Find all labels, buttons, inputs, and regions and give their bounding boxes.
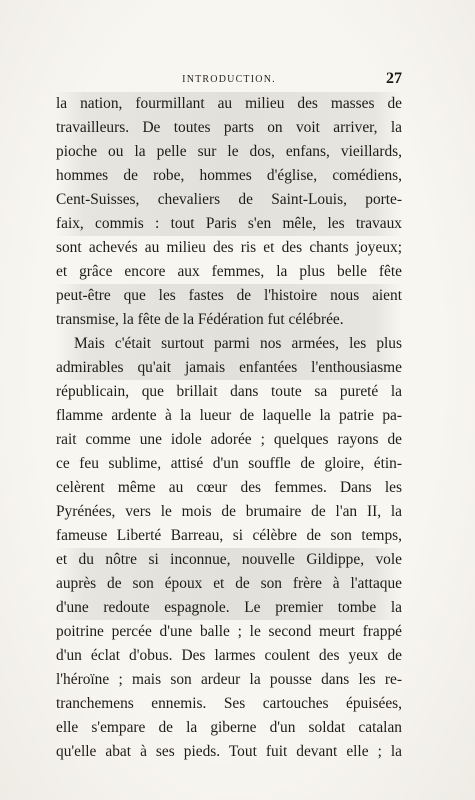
text-line: ce feu sublime, attisé d'un souffle de gloire, étin-	[56, 455, 402, 472]
text-line: d'une redoute espagnole. Le premier tombe la	[56, 596, 402, 620]
text-line: tranchemens ennemis. Ses cartouches épuisées,	[56, 695, 402, 712]
text-line: travailleurs. De toutes parts on voit arriver, la	[56, 116, 402, 140]
text-line: Pyrénées, vers le mois de brumaire de l'an II, la	[56, 503, 402, 520]
text-line: admirables qu'ait jamais enfantées l'enthousiasme	[56, 356, 402, 380]
text-line: fameuse Liberté Barreau, si célèbre de son temps,	[56, 527, 402, 544]
text-line: peut-être que les fastes de l'histoire nous aient	[56, 284, 402, 308]
text-line: rait comme une idole adorée ; quelques rayons de	[56, 431, 402, 448]
running-head	[56, 70, 402, 88]
text-line: et du nôtre si inconnue, nouvelle Gildippe, vole	[56, 548, 402, 572]
page-number: 27	[386, 70, 402, 87]
text-line: elle s'empare de la giberne d'un soldat catalan	[56, 719, 402, 736]
text-line: la nation, fourmillant au milieu des masses de	[56, 92, 402, 116]
text-line: républicain, que brillait dans toute sa pureté la	[56, 383, 402, 400]
text-line: transmise, la fête de la Fédération fut célébrée.	[56, 308, 402, 332]
running-title: INTRODUCTION.	[182, 74, 276, 85]
body-text	[56, 92, 402, 764]
text-line: qu'elle abat à ses pieds. Tout fuit devant elle ; la	[56, 743, 402, 760]
text-line: hommes de robe, hommes d'église, comédiens,	[56, 164, 402, 188]
text-line: et grâce encore aux femmes, la plus belle fête	[56, 263, 402, 280]
text-line: poitrine percée d'une balle ; le second meurt frappé	[56, 623, 402, 640]
text-line: faix, commis : tout Paris s'en mêle, les travaux	[56, 212, 402, 236]
text-line: sont achevés au milieu des ris et des chants joyeux;	[56, 239, 402, 256]
text-line: celèrent même au cœur des femmes. Dans les	[56, 479, 402, 496]
text-line: auprès de son époux et de son frère à l'attaque	[56, 572, 402, 596]
text-line: d'un éclat d'obus. Des larmes coulent des yeux de	[56, 647, 402, 664]
text-line: pioche ou la pelle sur le dos, enfans, vieillards,	[56, 140, 402, 164]
text-line: flamme ardente à la lueur de laquelle la patrie pa-	[56, 407, 402, 424]
text-line: Cent-Suisses, chevaliers de Saint-Louis, porte-	[56, 188, 402, 212]
text-line: Mais c'était surtout parmi nos armées, les plus	[56, 332, 402, 356]
text-line: l'héroïne ; mais son ardeur la pousse dans les re-	[56, 671, 402, 688]
